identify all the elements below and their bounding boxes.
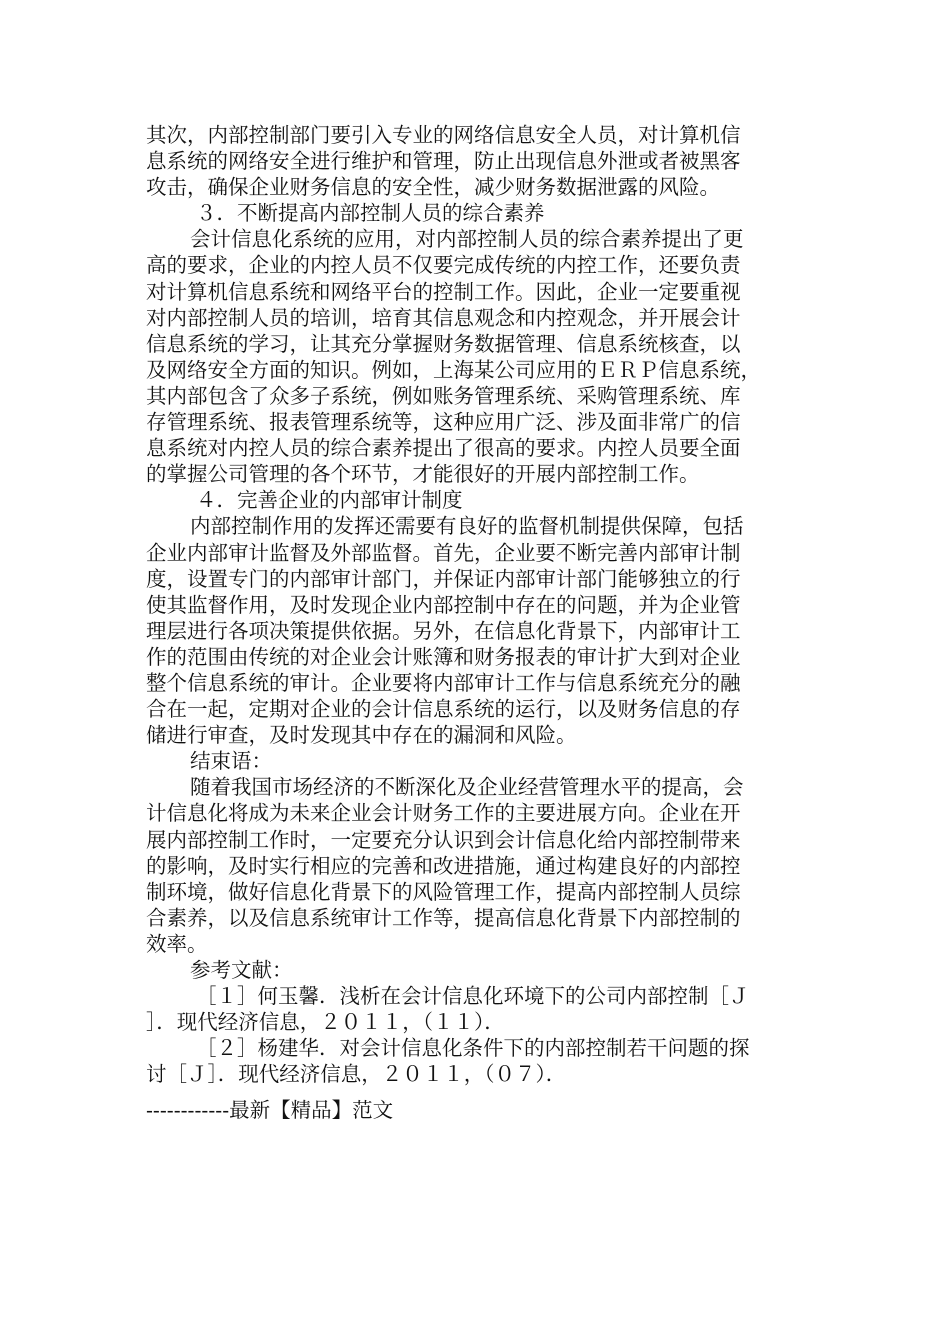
text-line: 存管理系统、报表管理系统等，这种应用广泛、涉及面非常广的信 bbox=[146, 410, 741, 435]
text-line: 高的要求，企业的内控人员不仅要完成传统的内控工作，还要负责 bbox=[146, 253, 741, 278]
text-line: 随着我国市场经济的不断深化及企业经营管理水平的提高，会 bbox=[190, 775, 744, 800]
text-line: 攻击，确保企业财务信息的安全性，减少财务数据泄露的风险。 bbox=[146, 175, 720, 200]
text-line: 其内部包含了众多子系统，例如账务管理系统、采购管理系统、库 bbox=[146, 383, 741, 408]
text-line: 其次，内部控制部门要引入专业的网络信息安全人员，对计算机信 bbox=[146, 123, 741, 147]
reference-item: ［２］杨建华．对会计信息化条件下的内部控制若干问题的探 bbox=[196, 1036, 750, 1061]
text-line: 会计信息化系统的应用，对内部控制人员的综合素养提出了更 bbox=[190, 227, 744, 252]
text-line: 对内部控制人员的培训，培育其信息观念和内控观念，并开展会计 bbox=[146, 305, 741, 330]
conclusion-heading: 结束语： bbox=[190, 749, 272, 774]
text-line: 信息系统的学习，让其充分掌握财务数据管理、信息系统核查，以 bbox=[146, 331, 741, 356]
reference-item: 讨［Ｊ］．现代经济信息，２０１１，（０７）． bbox=[146, 1062, 567, 1087]
text-line: 及网络安全方面的知识。例如，上海某公司应用的ＥＲＰ信息系统， bbox=[146, 357, 761, 382]
text-line: 效率。 bbox=[146, 931, 208, 956]
text-line: 作的范围由传统的对企业会计账簿和财务报表的审计扩大到对企业 bbox=[146, 644, 741, 669]
footer-banner: ------------最新【精品】范文 bbox=[146, 1098, 394, 1122]
reference-item: ］．现代经济信息，２０１１，（１１）． bbox=[146, 1010, 505, 1035]
text-line: 理层进行各项决策提供依据。另外，在信息化背景下，内部审计工 bbox=[146, 618, 741, 643]
text-line: 企业内部审计监督及外部监督。首先，企业要不断完善内部审计制 bbox=[146, 540, 741, 565]
text-line: 整个信息系统的审计。企业要将内部审计工作与信息系统充分的融 bbox=[146, 670, 741, 695]
text-line: 合素养，以及信息系统审计工作等，提高信息化背景下内部控制的 bbox=[146, 905, 741, 930]
text-line: 对计算机信息系统和网络平台的控制工作。因此，企业一定要重视 bbox=[146, 279, 741, 304]
section-heading: ４．完善企业的内部审计制度 bbox=[196, 488, 463, 513]
text-line: 展内部控制工作时，一定要充分认识到会计信息化给内部控制带来 bbox=[146, 827, 741, 852]
references-heading: 参考文献： bbox=[190, 958, 293, 982]
text-line: 储进行审查，及时发现其中存在的漏洞和风险。 bbox=[146, 723, 577, 748]
text-line: 制环境，做好信息化背景下的风险管理工作，提高内部控制人员综 bbox=[146, 879, 741, 904]
text-line: 计信息化将成为未来企业会计财务工作的主要进展方向。企业在开 bbox=[146, 801, 741, 826]
text-line: 内部控制作用的发挥还需要有良好的监督机制提供保障，包括 bbox=[190, 514, 744, 539]
document-body bbox=[146, 122, 806, 1087]
section-heading: ３．不断提高内部控制人员的综合素养 bbox=[196, 201, 545, 226]
text-line: 度，设置专门的内部审计部门，并保证内部审计部门能够独立的行 bbox=[146, 566, 741, 591]
text-line: 息系统对内控人员的综合素养提出了很高的要求。内控人员要全面 bbox=[146, 436, 741, 461]
text-line: 使其监督作用，及时发现企业内部控制中存在的问题，并为企业管 bbox=[146, 592, 741, 617]
reference-item: ［１］何玉馨．浅析在会计信息化环境下的公司内部控制［Ｊ bbox=[196, 984, 750, 1009]
text-line: 的影响，及时实行相应的完善和改进措施，通过构建良好的内部控 bbox=[146, 853, 741, 878]
text-line: 的掌握公司管理的各个环节，才能很好的开展内部控制工作。 bbox=[146, 462, 700, 487]
text-line: 合在一起，定期对企业的会计信息系统的运行，以及财务信息的存 bbox=[146, 697, 741, 722]
text-line: 息系统的网络安全进行维护和管理，防止出现信息外泄或者被黑客 bbox=[146, 149, 741, 174]
